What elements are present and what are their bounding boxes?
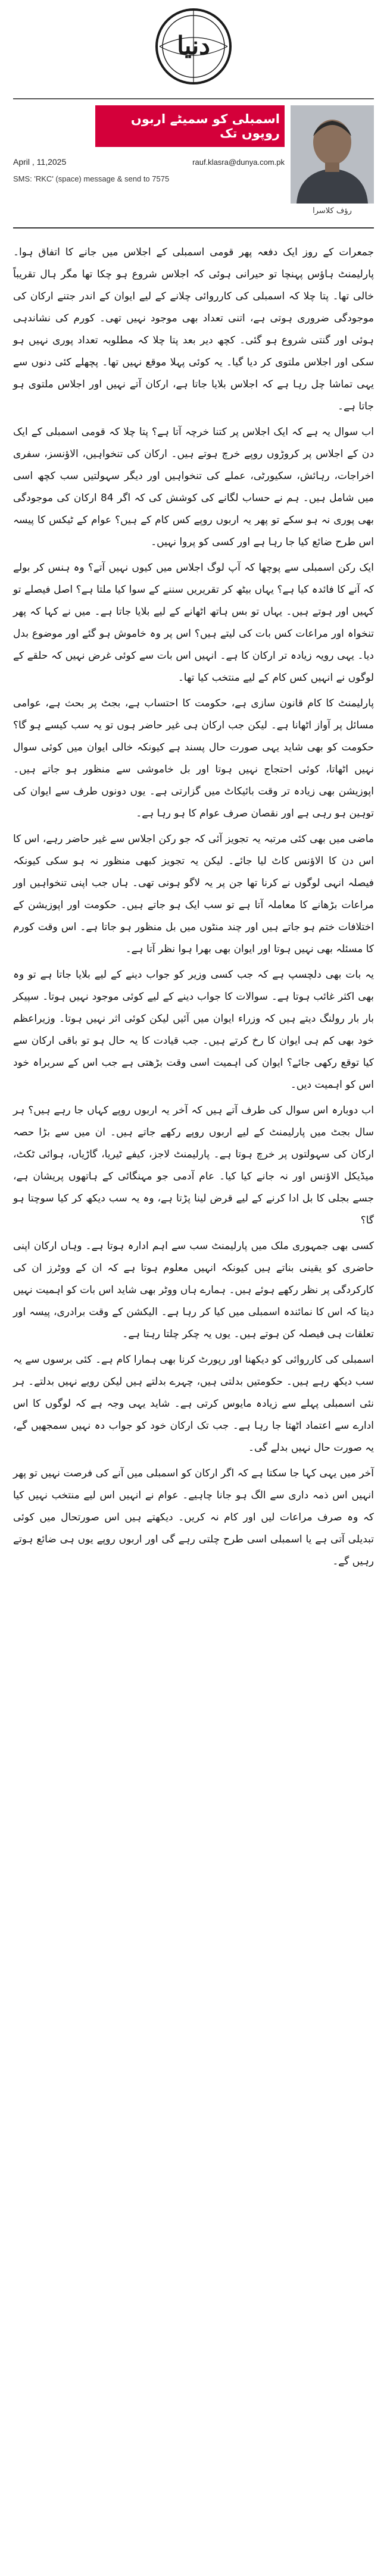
article-paragraph: کسی بھی جمہوری ملک میں پارلیمنٹ سب سے اہم ادارہ ہوتا ہے۔ وہاں ارکان اپنی حاضری کو یقینی بناتے ہیں کیونکہ انہیں معلوم ہوتا ہے کہ ان کے ووٹرز ان کی کارکردگی پر نظر رکھے ہوئے ہیں۔ ہمارے ہاں ووٹر بھی شاید اس بات کو اہمیت نہیں دیتا کہ اس کا نمائندہ اسمبلی میں کیا کر رہا ہے۔ الیکشن کے وقت برادری، پیسہ اور تعلقات ہی فیصلہ کن ہوتے ہیں۔ یوں یہ چکر چلتا رہتا ہے۔	[13, 1240, 374, 1340]
author-photo	[291, 105, 374, 204]
article-paragraph: اب سوال یہ ہے کہ ایک اجلاس پر کتنا خرچہ آتا ہے؟ پتا چلا کہ قومی اسمبلی کے ایک دن کے اجلاس پر کروڑوں روپے خرچ ہوتے ہیں۔ ارکان کی تنخواہیں، الاؤنسز، سفری اخراجات، رہائش، سکیورٹی، عملے کی تنخواہیں اور دیگر سہولتیں سب کچھ اسی میں شامل ہیں۔ ہم نے حساب لگانے کی کوشش کی کہ اگر 84 ارکان کی موجودگی بھی پوری نہ ہو سکے تو پھر یہ اربوں روپے کس کام کے ہیں؟ عوام کے ٹیکس کا پیسہ اس طرح ضائع کیا جا رہا ہے اور کسی کو پروا نہیں۔	[13, 426, 374, 548]
author-portrait-icon	[291, 105, 374, 204]
article-paragraph: اسمبلی کی کارروائی کو دیکھنا اور رپورٹ کرنا بھی ہمارا کام ہے۔ کئی برسوں سے یہ سب دیکھ رہے ہیں۔ حکومتیں بدلتی ہیں، چہرے بدلتے ہیں لیکن رویے نہیں بدلتے۔ ہر نئی اسمبلی پہلے سے زیادہ مایوس کرتی ہے۔ شاید یہی وجہ ہے کہ لوگوں کا اس ادارے سے اعتماد اٹھتا جا رہا ہے۔ جب تک ارکان خود کو جواب دہ نہیں سمجھیں گے، یہ صورت حال نہیں بدلے گی۔	[13, 1354, 374, 1454]
masthead	[13, 0, 374, 99]
article-paragraph: ماضی میں بھی کئی مرتبہ یہ تجویز آئی کہ جو رکن اجلاس سے غیر حاضر رہے، اس کا اس دن کا الاؤنس کاٹ لیا جائے۔ لیکن یہ تجویز کبھی منظور نہ ہو سکی کیونکہ فیصلہ انہی لوگوں نے کرنا تھا جن پر یہ لاگو ہونی تھی۔ ہاں جب اپنی تنخواہیں اور مراعات بڑھانے کا معاملہ آتا ہے تو سب ایک ہو جاتے ہیں۔ حکومت اور اپوزیشن کے اختلافات ختم ہو جاتے ہیں اور چند منٹوں میں بل منظور ہو جاتا ہے۔ اس وقت کورم کا مسئلہ بھی نہیں ہوتا اور ایوان بھی بھرا ہوا نظر آتا ہے۔	[13, 833, 374, 955]
column-headline: اسمبلی کو سمیٹے اربوں روپوں تک	[95, 105, 285, 147]
article-paragraph: آخر میں یہی کہا جا سکتا ہے کہ اگر ارکان کو اسمبلی میں آنے کی فرصت نہیں تو پھر انہیں اس ذمہ داری سے الگ ہو جانا چاہیے۔ عوام نے انہیں اس لیے منتخب نہیں کیا کہ وہ صرف مراعات لیں اور کام نہ کریں۔ دیکھتے ہیں اس صورتحال میں کوئی تبدیلی آتی ہے یا اسمبلی اسی طرح چلتی رہے گی اور اربوں روپے یوں ہی ضائع ہوتے رہیں گے۔	[13, 1467, 374, 1567]
author-name: رؤف کلاسرا	[313, 206, 352, 215]
article-body	[13, 242, 374, 1573]
publish-date: April , 11,2025	[13, 157, 67, 167]
article-paragraph: ایک رکن اسمبلی سے پوچھا کہ آپ لوگ اجلاس میں کیوں نہیں آتے؟ وہ ہنس کر بولے کہ آنے کا فائدہ کیا ہے؟ یہاں بیٹھ کر تقریریں سننے کے سوا کیا ملتا ہے؟ اصل فیصلے تو کہیں اور ہوتے ہیں۔ یہاں تو بس ہاتھ اٹھانے کے لیے بلایا جاتا ہے۔ میں نے کہا کہ پھر تنخواہ اور مراعات کس بات کی لیتے ہیں؟ اس پر وہ خاموش ہو گئے اور موضوع بدل دیا۔ یہی رویہ زیادہ تر ارکان کا ہے۔ انہیں اس بات سے کوئی غرض نہیں کہ حلقے کے لوگوں نے انہیں کس کام کے لیے منتخب کیا تھا۔	[13, 562, 374, 684]
article-paragraph: پارلیمنٹ کا کام قانون سازی ہے، حکومت کا احتساب ہے، بجٹ پر بحث ہے، عوامی مسائل پر آواز اٹھانا ہے۔ لیکن جب ارکان ہی غیر حاضر ہوں تو یہ سب کیسے ہو گا؟ حکومت کو بھی شاید یہی صورت حال پسند ہے کیونکہ خالی ایوان میں کوئی سوال نہیں اٹھاتا، کوئی احتجاج نہیں ہوتا اور بل خاموشی سے منظور ہو جاتے ہیں۔ اپوزیشن بھی زیادہ تر وقت بائیکاٹ میں گزارتی ہے۔ یوں دونوں طرف سے ایوان کی توہین ہو رہی ہے اور نقصان صرف عوام کا ہو رہا ہے۔	[13, 697, 374, 819]
column-header	[13, 105, 374, 229]
article-paragraph: یہ بات بھی دلچسپ ہے کہ جب کسی وزیر کو جواب دینے کے لیے بلایا جاتا ہے تو وہ بھی اکثر غائب ہوتا ہے۔ سوالات کا جواب دینے کے لیے کوئی موجود نہیں ہوتا۔ سپیکر بار بار رولنگ دیتے ہیں کہ وزراء ایوان میں آئیں لیکن کوئی اثر نہیں ہوتا۔ وزیراعظم خود بھی کم ہی ایوان کا رخ کرتے ہیں۔ جب قیادت کا یہ حال ہو تو باقی ارکان سے کیا توقع رکھی جائے؟ ایوان کی اہمیت اسی وقت بڑھتی ہے جب اس کے سربراہ خود اس کو اہمیت دیں۔	[13, 969, 374, 1091]
dunya-logo	[149, 5, 238, 88]
sms-info: SMS: 'RKC' (space) message & send to 7575	[13, 174, 170, 183]
article-paragraph: اب دوبارہ اس سوال کی طرف آتے ہیں کہ آخر یہ اربوں روپے کہاں جا رہے ہیں؟ ہر سال بجٹ میں پارلیمنٹ کے لیے اربوں روپے رکھے جاتے ہیں۔ ان میں سے بڑا حصہ ارکان کی سہولتوں پر خرچ ہوتا ہے۔ پارلیمنٹ لاجز، کیفے ٹیریا، گاڑیاں، ہوائی ٹکٹ، میڈیکل الاؤنس اور نہ جانے کیا کیا۔ عام آدمی جو مہنگائی کے ہاتھوں پریشان ہے، جسے بجلی کا بل ادا کرنے کے لیے قرض لینا پڑتا ہے، وہ یہ سب دیکھ کر کیا سوچتا ہو گا؟	[13, 1104, 374, 1226]
logo-wordmark: دنیا	[177, 31, 210, 60]
author-email[interactable]: rauf.klasra@dunya.com.pk	[192, 157, 285, 167]
date-bar	[13, 153, 285, 171]
article-paragraph: جمعرات کے روز ایک دفعہ پھر قومی اسمبلی کے اجلاس میں جانے کا اتفاق ہوا۔ پارلیمنٹ ہاؤس پہنچا تو حیرانی ہوئی کہ اجلاس شروع ہو چکا تھا مگر ہال تقریباً خالی تھا۔ پتا چلا کہ اسمبلی کی کارروائی چلانے کے لیے ایوان کے اندر جتنے ارکان کی موجودگی ضروری ہوتی ہے، اتنی تعداد بھی موجود نہیں تھی۔ کورم کی نشاندہی ہوئی اور گنتی شروع ہو گئی۔ کچھ دیر بعد پتا چلا کہ مطلوبہ تعداد پوری نہیں ہو سکی اور اجلاس ملتوی کر دیا گیا۔ یہ کوئی پہلا موقع نہیں تھا۔ پچھلے کئی دنوں سے یہی تماشا چل رہا ہے کہ اجلاس بلایا جاتا ہے، ارکان آتے نہیں اور اجلاس ملتوی ہو جاتا ہے۔	[13, 246, 374, 412]
